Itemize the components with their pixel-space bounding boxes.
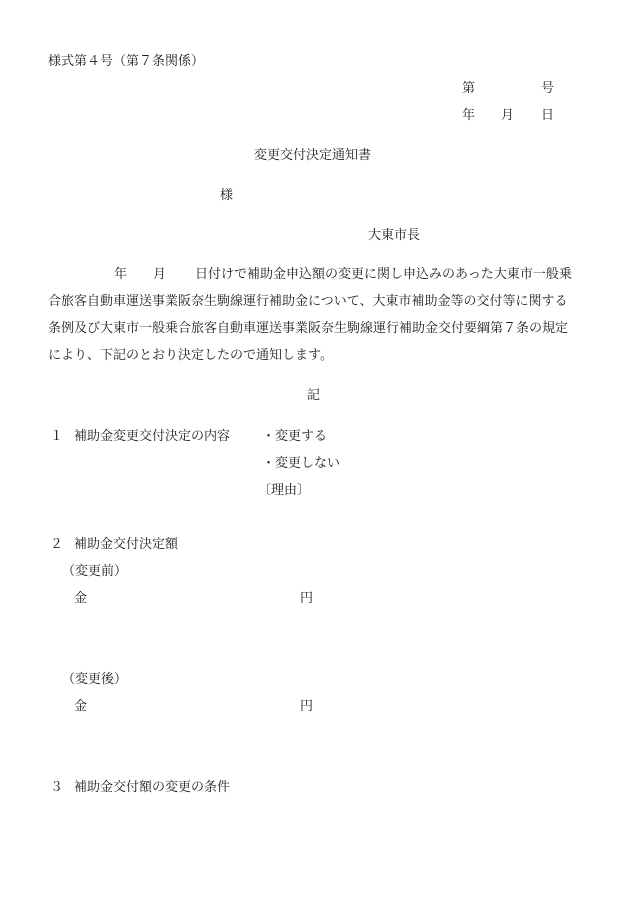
- after-change-label: （変更後）: [62, 672, 128, 687]
- after-amount-kin: 金: [74, 699, 88, 714]
- section1-heading: 補助金変更交付決定の内容: [74, 429, 231, 444]
- section3-number: ３: [50, 780, 64, 795]
- date-year-label: 年: [462, 108, 476, 123]
- section1-number: １: [50, 429, 64, 444]
- reference-number-prefix: 第: [462, 81, 476, 96]
- ki-marker: 記: [307, 388, 321, 403]
- before-change-label: （変更前）: [62, 564, 128, 579]
- body-line-2: 合旅客自動車運送事業阪奈生駒線運行補助金について、大東市補助金等の交付等に関する: [48, 294, 568, 309]
- body-line-1: 日付けで補助金申込額の変更に関し申込みのあった大東市一般乗: [195, 267, 572, 282]
- body-line-4: により、下記のとおり決定したので通知します。: [48, 348, 333, 363]
- reference-number-suffix: 号: [541, 81, 555, 96]
- after-amount-yen: 円: [300, 699, 314, 714]
- form-number: 様式第４号（第７条関係）: [48, 54, 205, 69]
- option-no-change: ・変更しない: [262, 456, 341, 471]
- section2-heading: 補助金交付決定額: [74, 537, 179, 552]
- before-amount-yen: 円: [300, 591, 314, 606]
- body-date-year: 年: [114, 267, 128, 282]
- section3-heading: 補助金交付額の変更の条件: [74, 780, 231, 795]
- date-month-label: 月: [501, 108, 515, 123]
- section2-number: ２: [50, 537, 64, 552]
- addressee-suffix: 様: [220, 188, 234, 203]
- reason-label: 〔理由〕: [258, 483, 311, 498]
- body-line-3: 条例及び大東市一般乗合旅客自動車運送事業阪奈生駒線運行補助金交付要綱第７条の規定: [48, 321, 569, 336]
- date-day-label: 日: [541, 108, 555, 123]
- body-date-month: 月: [153, 267, 167, 282]
- before-amount-kin: 金: [74, 591, 88, 606]
- option-change: ・変更する: [262, 429, 328, 444]
- document-title: 変更交付決定通知書: [254, 148, 372, 163]
- sender-name: 大東市長: [368, 228, 421, 243]
